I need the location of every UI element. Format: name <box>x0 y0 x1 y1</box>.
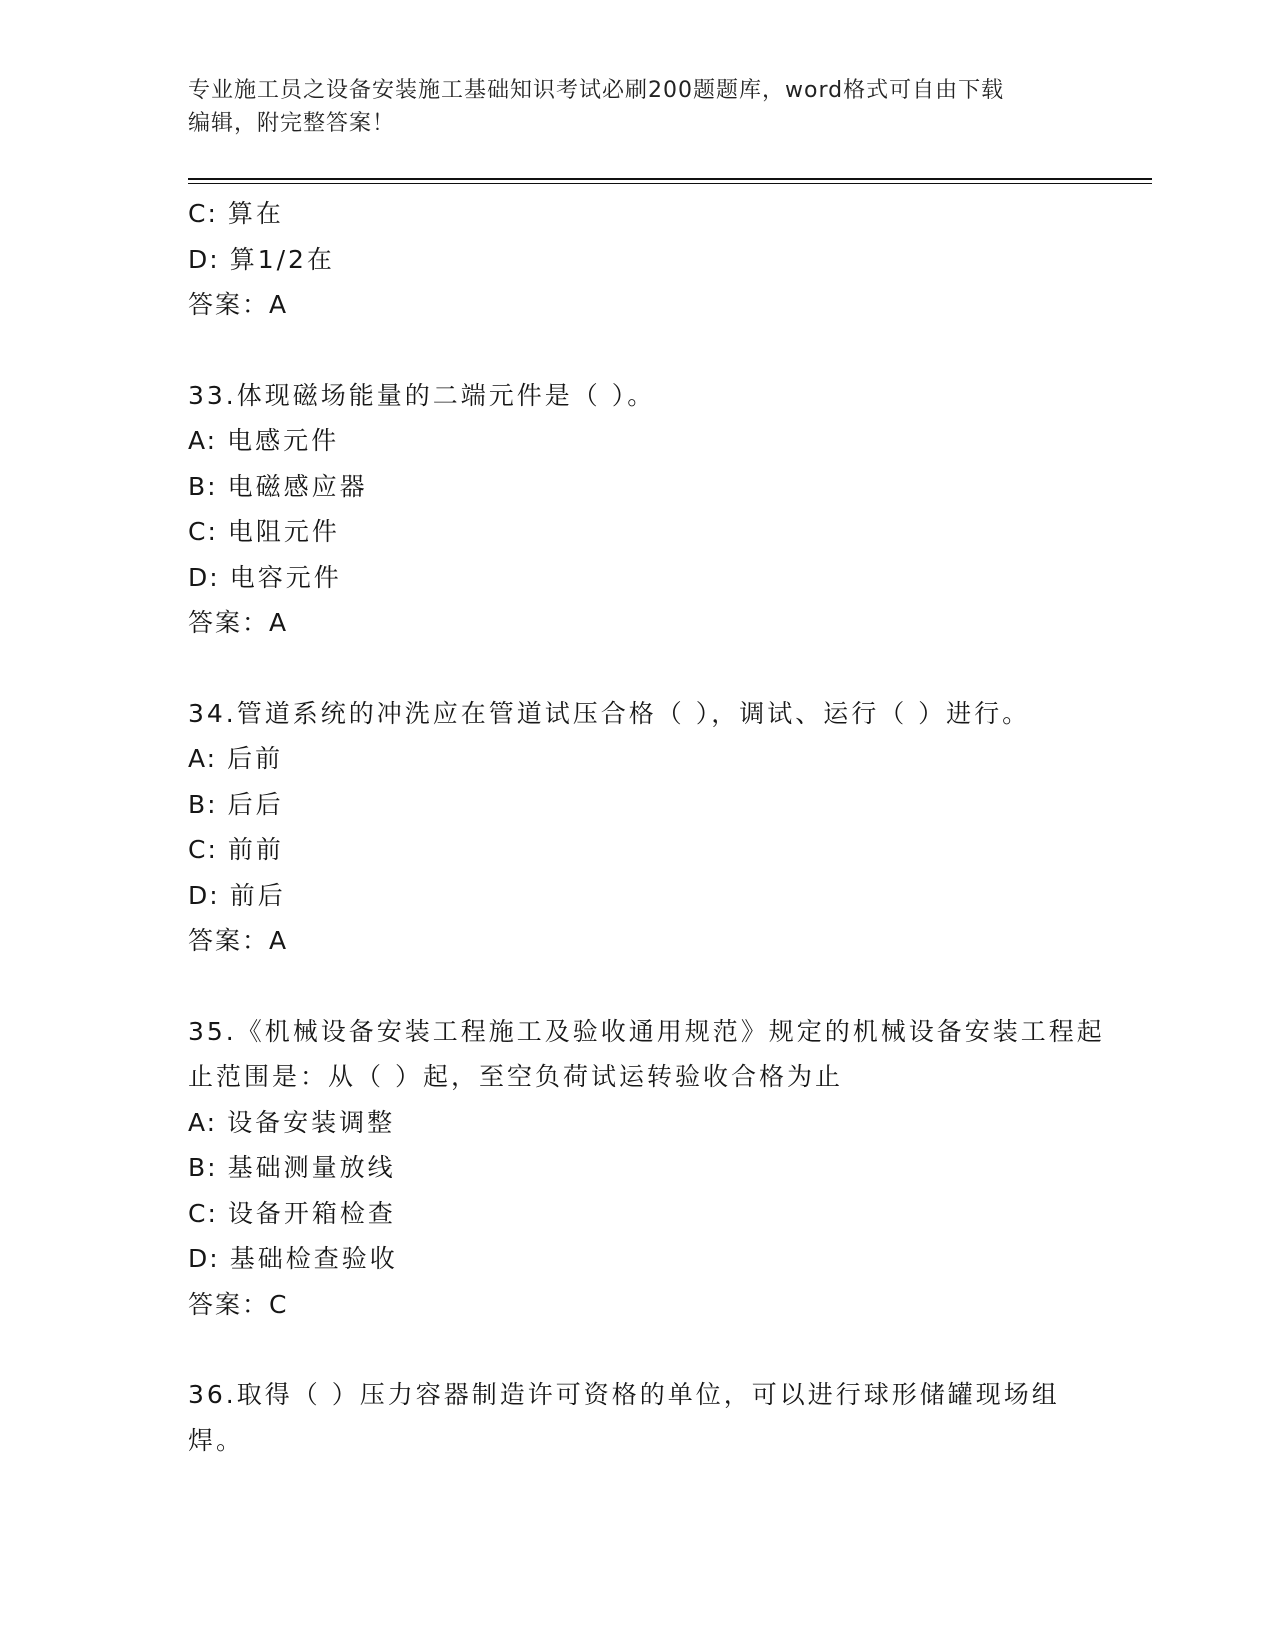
question-list <box>188 191 1108 1463</box>
option-letter: D: <box>188 880 220 910</box>
option-row <box>188 873 1108 919</box>
question-stem: 36.取得（ ）压力容器制造许可资格的单位，可以进行球形储罐现场组焊。 <box>188 1380 1060 1455</box>
answer-line: 答案：C <box>188 1289 289 1319</box>
option-text: 电容元件 <box>229 562 342 592</box>
option-text: 电感元件 <box>227 426 340 455</box>
option-letter: D: <box>188 244 220 274</box>
option-text: 算在 <box>227 199 284 228</box>
option-text: 前后 <box>229 880 286 910</box>
option-letter: A: <box>188 744 218 773</box>
option-row <box>188 237 1108 283</box>
option-text: 电磁感应器 <box>227 471 368 501</box>
option-letter: C: <box>188 199 218 228</box>
header-title-line-2: 编辑，附完整答案！ <box>188 111 396 136</box>
question-stem: 35.《机械设备安装工程施工及验收通用规范》规定的机械设备安装工程起止范围是：从（ ）起，至空负荷试运转验收合格为止 <box>188 1016 1105 1091</box>
option-row <box>188 827 1108 873</box>
answer-line: 答案：A <box>188 926 289 955</box>
question-block-34 <box>188 691 1108 964</box>
header-divider-thin <box>188 183 1152 184</box>
option-row <box>188 782 1108 828</box>
spacer <box>188 328 1108 373</box>
option-row <box>188 1236 1108 1282</box>
option-letter: D: <box>188 1244 220 1273</box>
option-text: 算1/2在 <box>229 244 335 274</box>
option-row <box>188 464 1108 510</box>
option-text: 后前 <box>227 744 284 773</box>
option-row <box>188 1191 1108 1237</box>
header-divider-thick <box>188 178 1152 180</box>
option-letter: C: <box>188 517 218 546</box>
question-block-33 <box>188 373 1108 646</box>
option-letter: C: <box>188 1198 218 1228</box>
option-text: 基础测量放线 <box>227 1153 396 1182</box>
option-letter: D: <box>188 562 220 592</box>
option-row <box>188 1145 1108 1191</box>
option-letter: C: <box>188 835 218 864</box>
option-text: 电阻元件 <box>227 517 340 546</box>
option-letter: A: <box>188 426 218 455</box>
option-row <box>188 1100 1108 1146</box>
option-row <box>188 191 1108 237</box>
spacer <box>188 1327 1108 1372</box>
answer-line: 答案：A <box>188 290 289 319</box>
option-letter: B: <box>188 789 218 819</box>
option-text: 基础检查验收 <box>229 1244 398 1273</box>
option-row <box>188 418 1108 464</box>
question-block-35 <box>188 1009 1108 1328</box>
spacer <box>188 964 1108 1009</box>
header-title-line-1: 专业施工员之设备安装施工基础知识考试必刷200题题库，word格式可自由下载 <box>188 78 1005 103</box>
spacer <box>188 646 1108 691</box>
option-row <box>188 736 1108 782</box>
option-letter: B: <box>188 471 218 501</box>
question-stem: 33.体现磁场能量的二端元件是（ ）。 <box>188 380 656 410</box>
option-text: 设备开箱检查 <box>227 1198 396 1228</box>
option-text: 设备安装调整 <box>227 1107 396 1137</box>
option-row <box>188 555 1108 601</box>
question-block-36 <box>188 1372 1108 1463</box>
option-row <box>188 509 1108 555</box>
option-text: 后后 <box>227 789 284 819</box>
option-letter: B: <box>188 1153 218 1182</box>
option-text: 前前 <box>227 835 284 864</box>
option-letter: A: <box>188 1107 218 1137</box>
question-stem: 34.管道系统的冲洗应在管道试压合格（ ），调试、运行（ ）进行。 <box>188 698 1031 728</box>
document-header <box>188 74 1068 140</box>
answer-line: 答案：A <box>188 608 289 637</box>
question-block-32-continued <box>188 191 1108 328</box>
